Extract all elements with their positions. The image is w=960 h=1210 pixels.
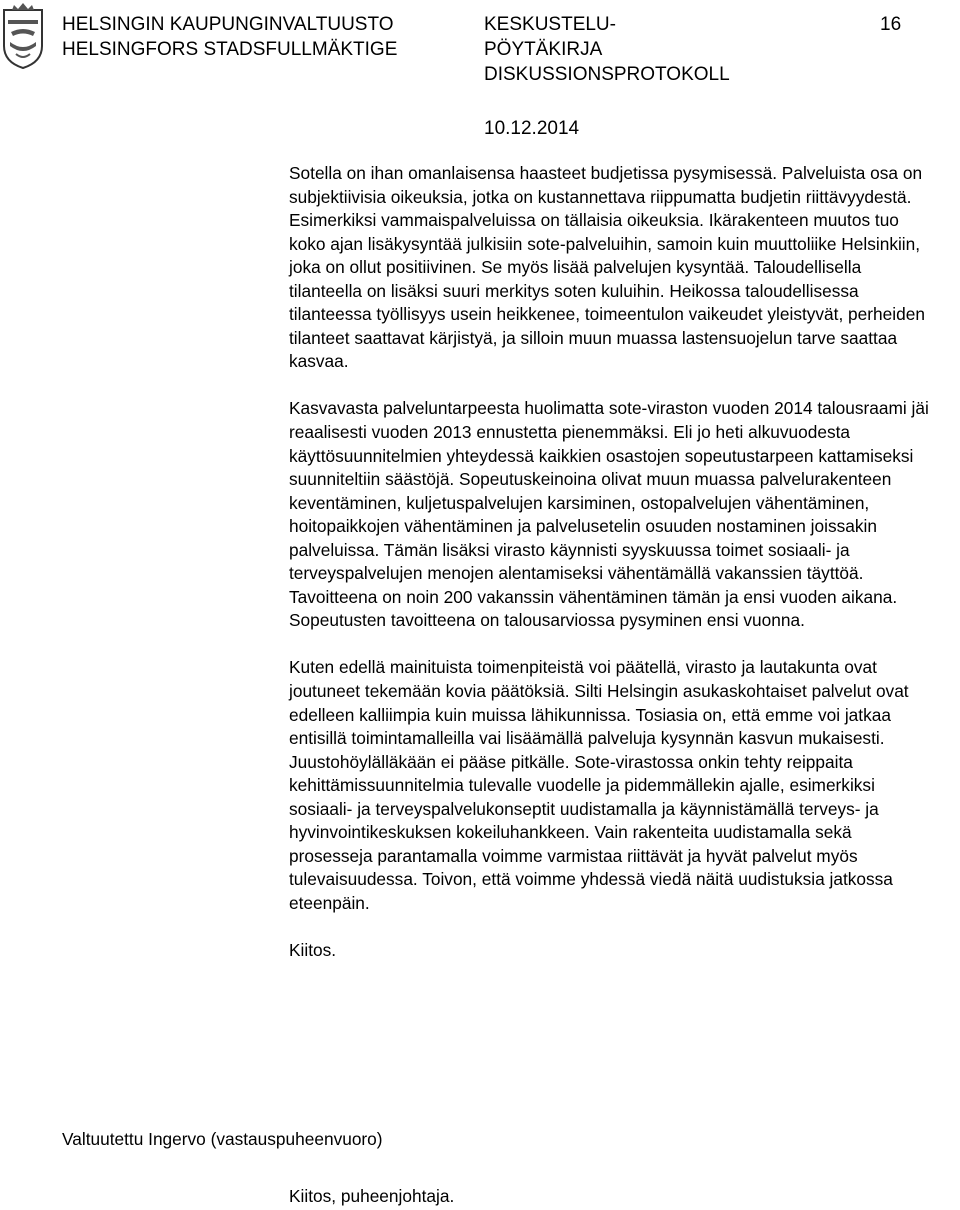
paragraph: Sotella on ihan omanlaisensa haasteet budjetissa pysymisessä. Palveluista osa on subjektiivisia oikeuksia, jotka on kustannettava riippumatta budjetin riittävyydestä. Esimerkiksi vammaispalveluissa on tällaisia oikeuksia. Ikärakenteen muutos tuo koko ajan lisäkysyntää julkisiin sote-palveluihin, samoin kuin muuttoliike Helsinkiin, joka on ollut positiivinen. Se myös lisää palvelujen kysyntää. Taloudellisella tilanteella on lisäksi suuri merkitys soten kuluihin. Heikossa taloudellisessa tilanteessa työllisyys usein heikkenee, toimeentulon vaikeudet yleistyvät, perheiden tilanteet saattavat kärjistyä, ja silloin muun muassa lastensuojelun tarve saattaa kasvaa. [289,163,925,372]
organization-sv: HELSINGFORS STADSFULLMÄKTIGE [62,39,398,60]
organization-fi: HELSINGIN KAUPUNGINVALTUUSTO [62,14,394,35]
paragraph: Kuten edellä mainituista toimenpiteistä voi päätellä, virasto ja lautakunta ovat joutuneet tekemään kovia päätöksiä. Silti Helsingin asukaskohtaiset palvelut ovat edelleen kalliimpia kuin muissa lähikunnissa. Tosiasia on, että emme voi jatkaa entisillä toimintamalleilla vai lisäämällä palveluja kysynnän kasvun mukaisesti. Juustohöylälläkään ei pääse pitkälle. Sote-virastossa onkin tehty reippaita kehittämissuunnitelmia tulevalle vuodelle ja pidemmällekin ajalle, esimerkiksi sosiaali- ja terveyspalvelukonseptit uudistamalla ja käynnistämällä terveys- ja hyvinvointikeskuksen kokeiluhankkeen. Vain rakenteita uudistamalla sekä prosesseja parantamalla voimme varmistaa riittävät ja hyvät palvelut myös tulevaisuudessa. Toivon, että voimme yhdessä viedä näitä uudistuksia jatkossa eteenpäin. [289,657,909,913]
page-number: 16 [880,14,902,35]
speech-body [289,162,939,986]
organization-name [62,12,397,62]
document-header [0,0,960,140]
paragraph: Kasvavasta palveluntarpeesta huolimatta sote-viraston vuoden 2014 talousraami jäi reaalisesti vuoden 2013 ennustetta pienemmäksi. Eli jo heti alkuvuodesta käyttösuunnitelmien yhteydessä kaikkien osastojen sopeutustarpeen kattamiseksi suunniteltiin säästöjä. Sopeutuskeinoina olivat muun muassa palvelurakenteen keventäminen, kuljetuspalvelujen karsiminen, ostopalvelujen vähentäminen, hoitopaikkojen vähentäminen ja palvelusetelin osuuden nostaminen joissakin palveluissa. Tämän lisäksi virasto käynnisti syyskuussa toimet sosiaali- ja terveyspalvelujen menojen alentamiseksi vähentämällä vakanssien täyttöä. Tavoitteena on noin 200 vakanssin vähentäminen tämän ja ensi vuoden aikana. Sopeutusten tavoitteena on talousarviossa pysyminen ensi vuonna. [289,398,929,631]
paragraph: Kiitos. [289,940,337,961]
helsinki-crest-icon [2,2,44,70]
document-date: 10.12.2014 [484,118,580,139]
doctype-line2: PÖYTÄKIRJA [484,39,603,60]
closing-remark: Kiitos, puheenjohtaja. [289,1186,455,1206]
doctype-line1: KESKUSTELU- [484,14,616,35]
document-type [484,12,730,87]
speaker-name: Valtuutettu Ingervo (vastauspuheenvuoro) [62,1129,383,1149]
doctype-line3: DISKUSSIONSPROTOKOLL [484,64,730,85]
